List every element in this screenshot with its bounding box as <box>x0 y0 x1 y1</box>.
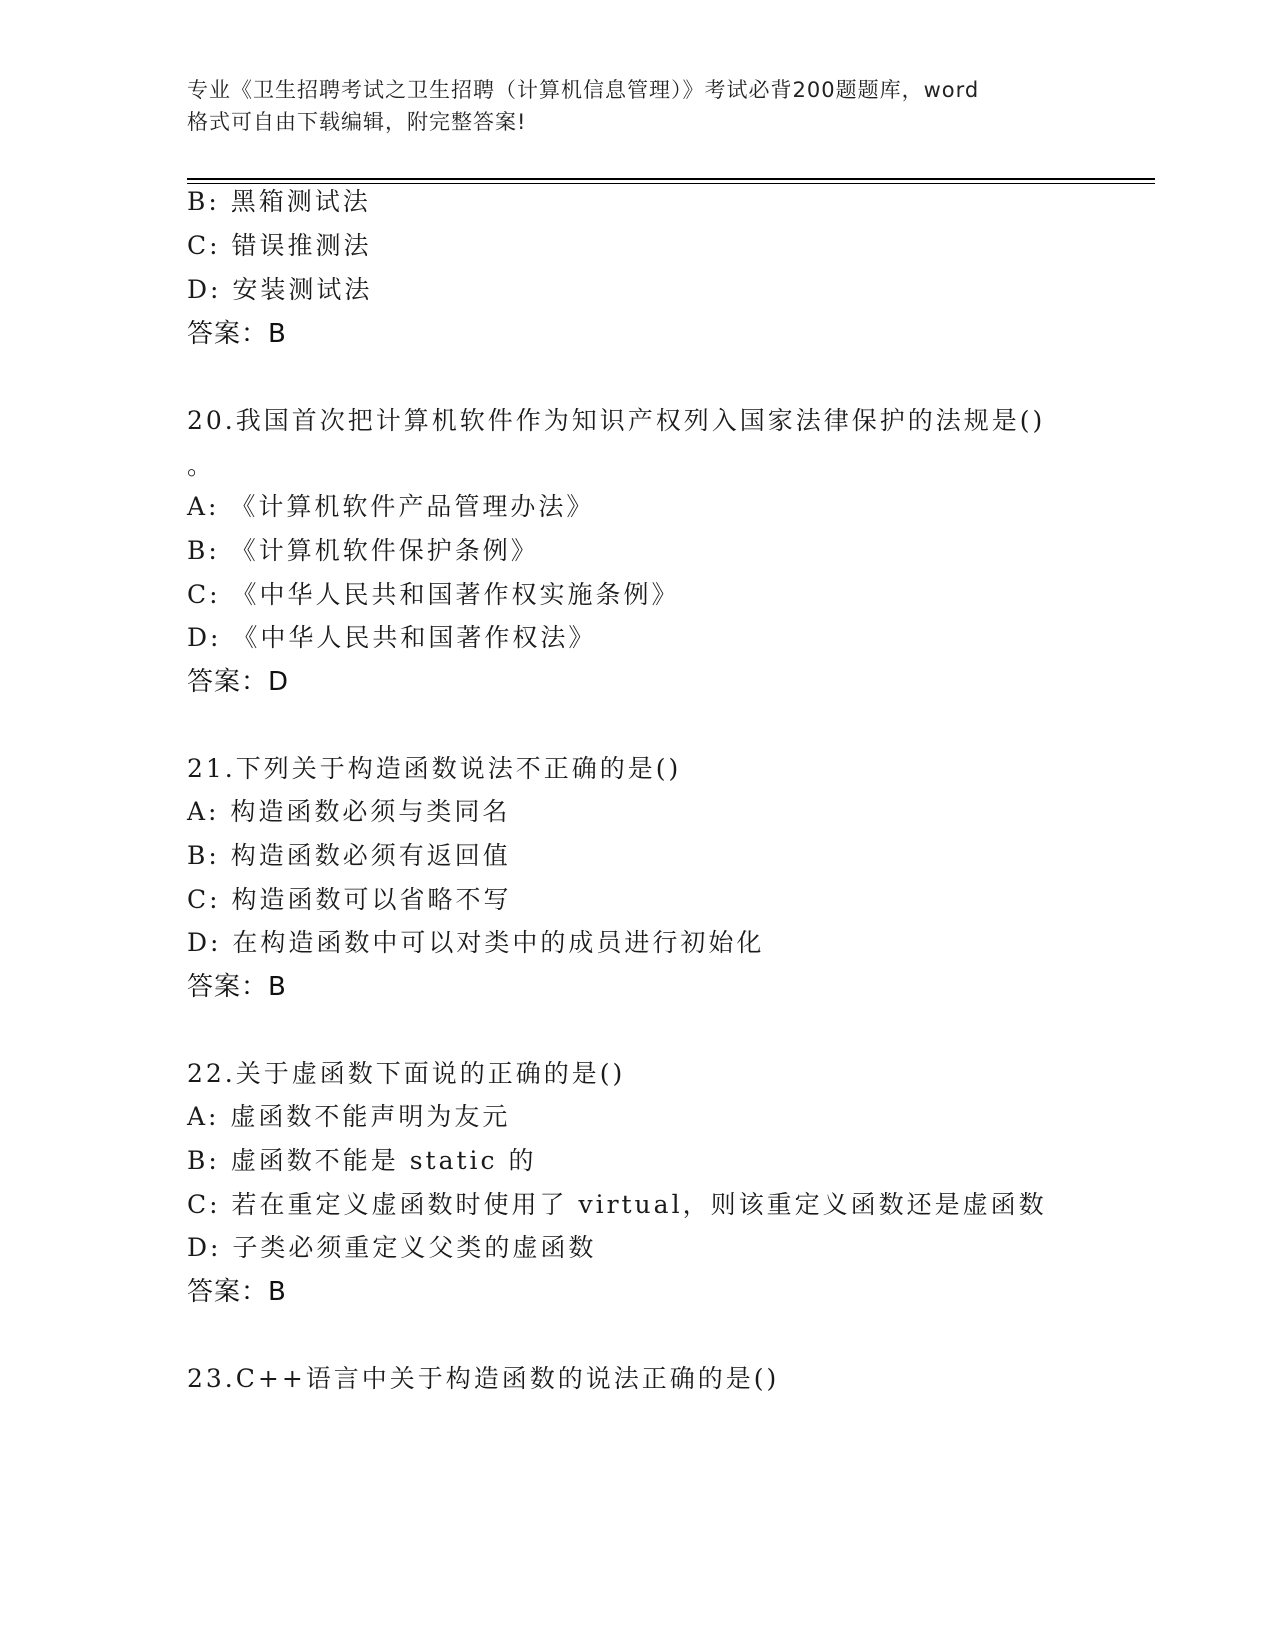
q22-answer: 答案：B <box>187 1277 287 1307</box>
q21-answer: 答案：B <box>187 972 287 1002</box>
header-title-line-1: 专业《卫生招聘考试之卫生招聘（计算机信息管理）》考试必背200题题库，word <box>187 78 980 102</box>
q22-option-d: D: 子类必须重定义父类的虚函数 <box>187 1233 597 1262</box>
q19-option-b: B: 黑箱测试法 <box>187 187 371 216</box>
q22-option-a: A: 虚函数不能声明为友元 <box>187 1102 511 1131</box>
q22-option-c: C: 若在重定义虚函数时使用了 virtual，则该重定义函数还是虚函数 <box>187 1190 1047 1219</box>
q19-option-c: C: 错误推测法 <box>187 231 372 260</box>
q20-option-a: A: 《计算机软件产品管理办法》 <box>187 492 595 521</box>
q22-option-b: B: 虚函数不能是 static 的 <box>187 1146 537 1175</box>
q21-option-a: A: 构造函数必须与类同名 <box>187 797 511 826</box>
q23-stem: 23.C++语言中关于构造函数的说法正确的是() <box>187 1364 780 1393</box>
q19-option-d: D: 安装测试法 <box>187 275 373 304</box>
q21-option-c: C: 构造函数可以省略不写 <box>187 885 512 914</box>
q21-stem: 21.下列关于构造函数说法不正确的是() <box>187 754 682 783</box>
q19-answer: 答案：B <box>187 319 287 349</box>
header-title-line-2: 格式可自由下载编辑，附完整答案! <box>187 110 527 134</box>
header-divider-thin <box>187 183 1155 184</box>
q20-option-d: D: 《中华人民共和国著作权法》 <box>187 623 597 652</box>
document-header <box>187 74 1087 138</box>
header-divider-thick <box>187 178 1155 180</box>
q20-option-c: C: 《中华人民共和国著作权实施条例》 <box>187 580 680 609</box>
q20-stem-continuation: 。 <box>187 451 216 480</box>
q22-stem: 22.关于虚函数下面说的正确的是() <box>187 1059 626 1088</box>
q21-option-d: D: 在构造函数中可以对类中的成员进行初始化 <box>187 928 765 957</box>
q20-option-b: B: 《计算机软件保护条例》 <box>187 536 539 565</box>
q21-option-b: B: 构造函数必须有返回值 <box>187 841 511 870</box>
q20-answer: 答案：D <box>187 667 290 697</box>
q20-stem: 20.我国首次把计算机软件作为知识产权列入国家法律保护的法规是() <box>187 406 1046 435</box>
